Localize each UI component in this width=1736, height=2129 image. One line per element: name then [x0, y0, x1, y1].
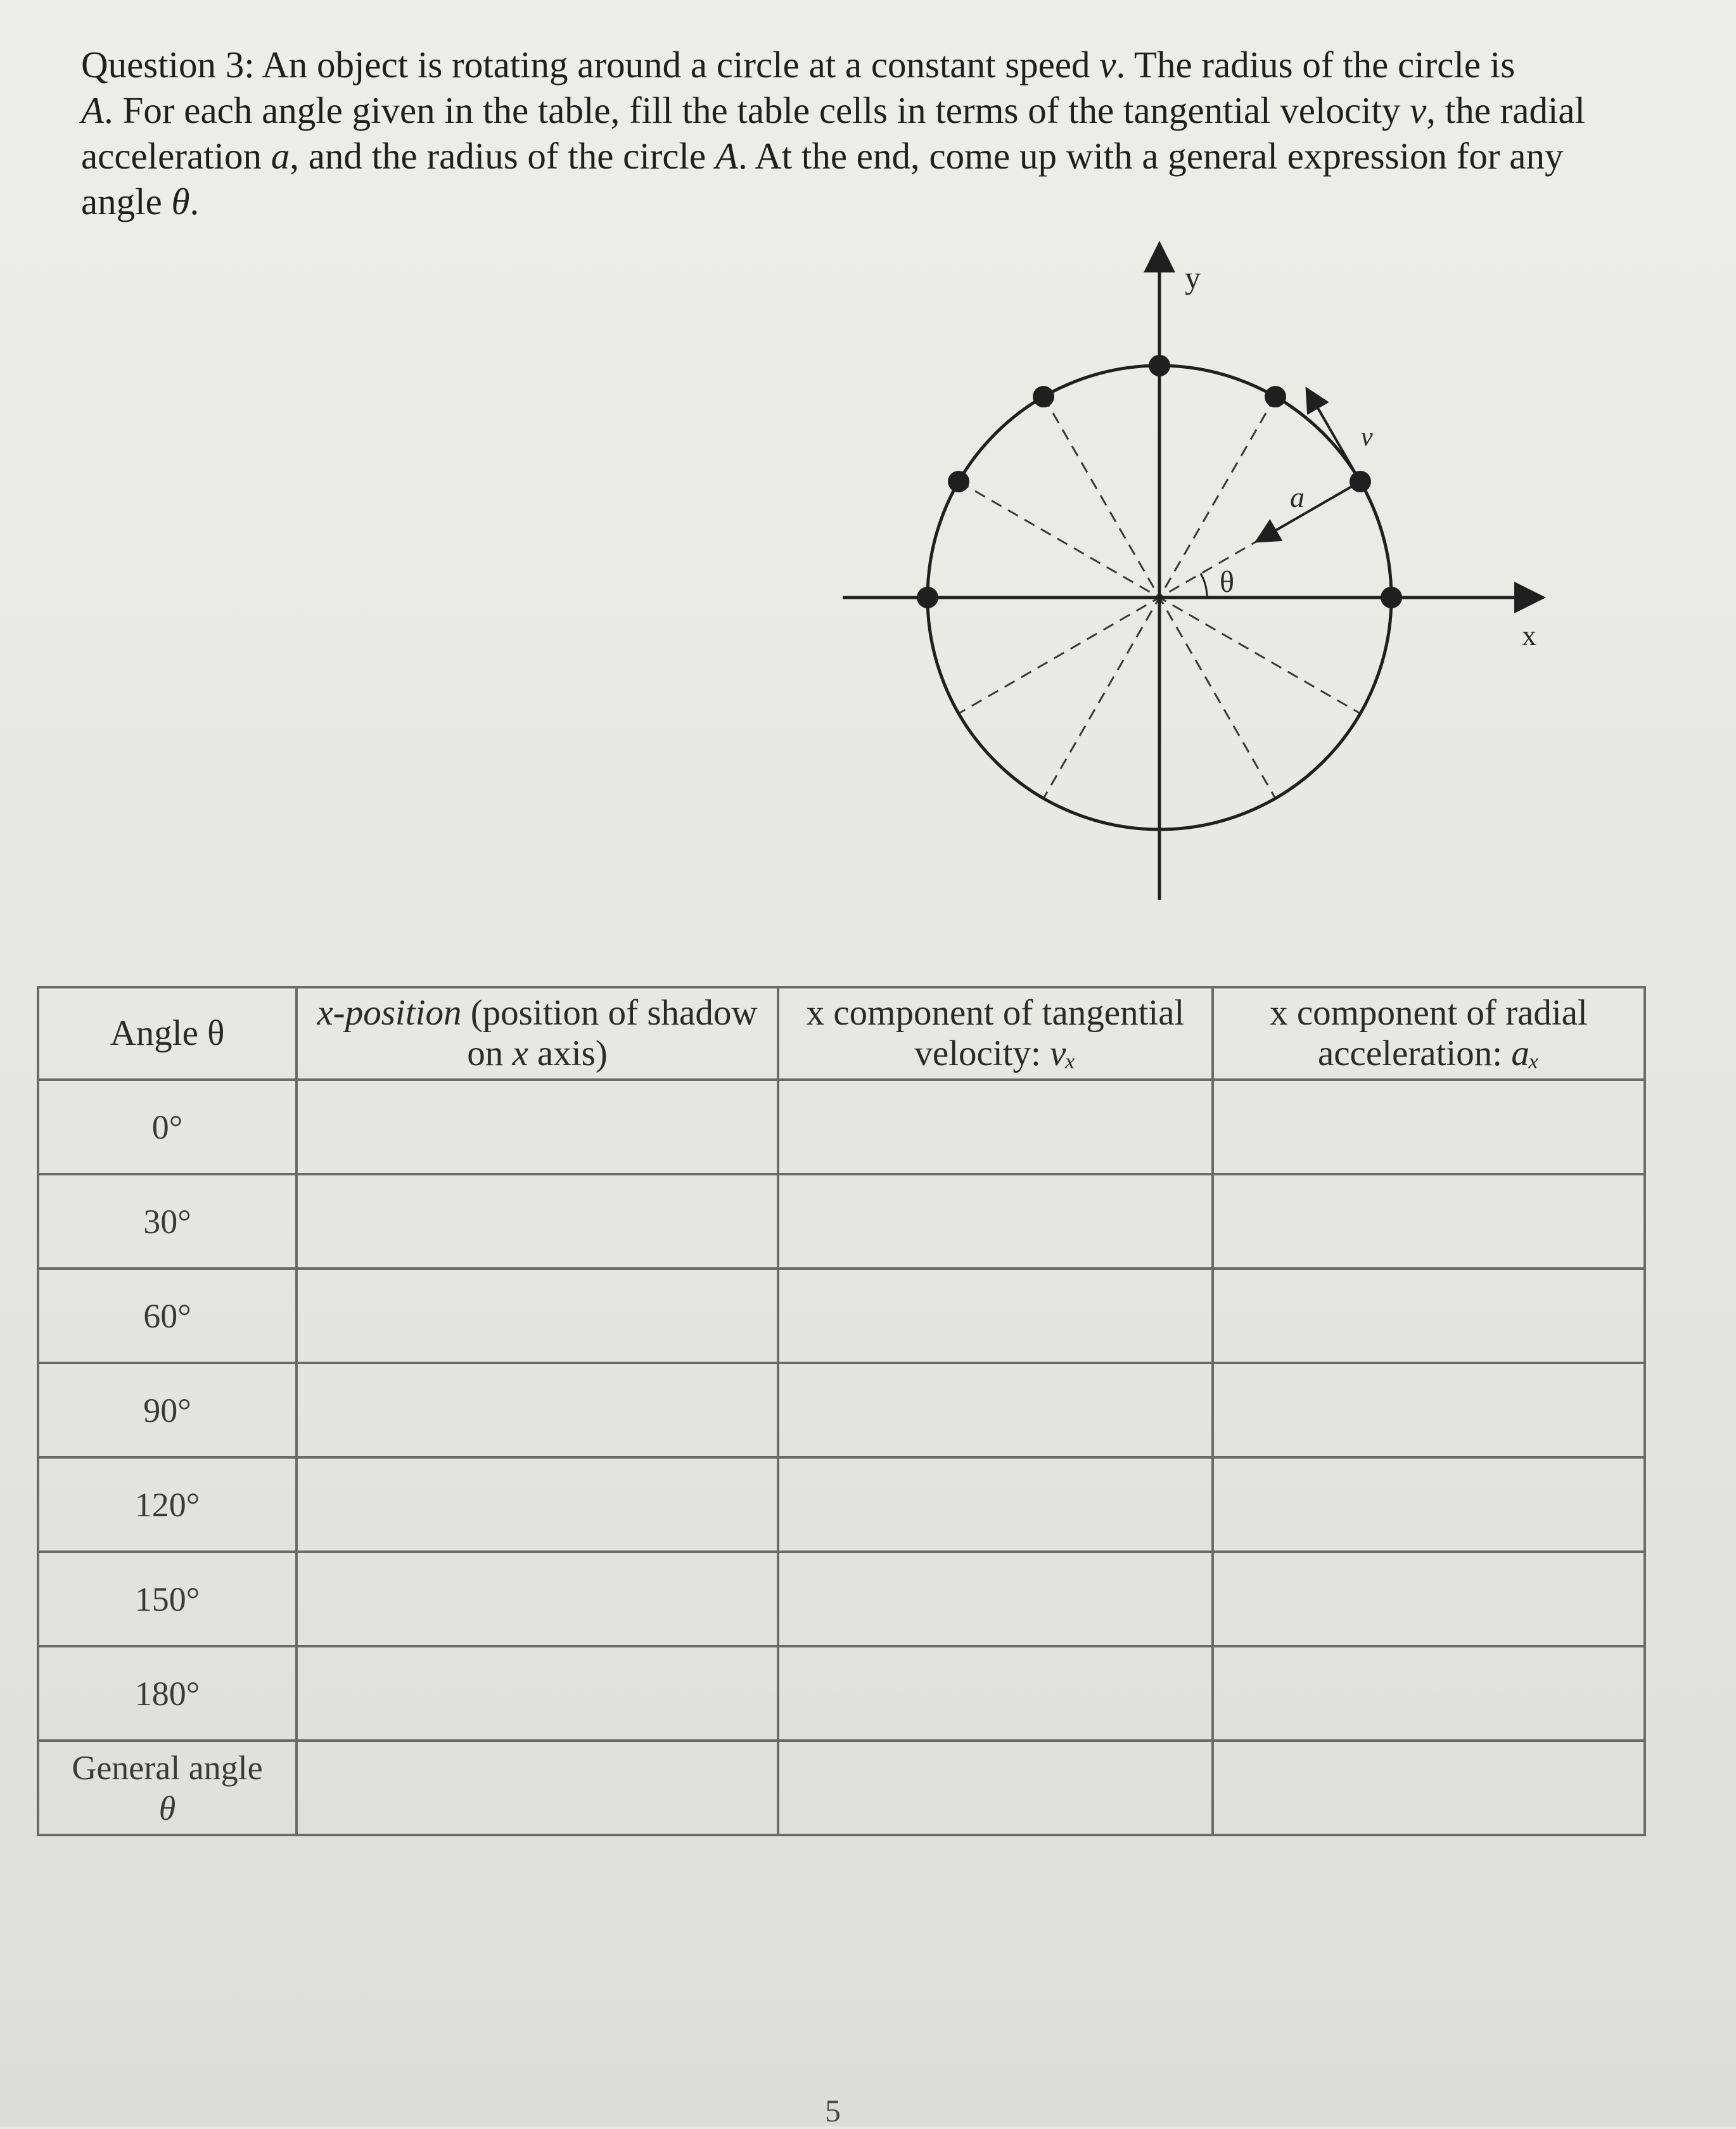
- acceleration-x-cell[interactable]: [1213, 1363, 1645, 1457]
- angle-cell: 90°: [38, 1363, 297, 1457]
- acceleration-x-cell[interactable]: [1213, 1269, 1645, 1363]
- general-angle-cell: General angle θ: [38, 1741, 297, 1835]
- angle-point-180: [917, 587, 938, 608]
- x-position-cell[interactable]: [297, 1363, 778, 1457]
- angle-cell: 180°: [38, 1646, 297, 1741]
- angle-arc: [1201, 573, 1207, 598]
- velocity-x-cell[interactable]: [778, 1552, 1213, 1646]
- acceleration-x-cell[interactable]: [1213, 1646, 1645, 1741]
- x-position-cell[interactable]: [297, 1552, 778, 1646]
- header-velocity-x: x component of tangential velocity: vₓ: [778, 987, 1213, 1080]
- acceleration-x-cell[interactable]: [1213, 1457, 1645, 1552]
- table-row: [38, 1646, 1645, 1741]
- header-x-position: x-position (position of shadow on x axis): [297, 987, 778, 1080]
- x-position-cell[interactable]: [297, 1741, 778, 1835]
- angle-cell: 60°: [38, 1269, 297, 1363]
- table-row-general: [38, 1741, 1645, 1835]
- answer-table: [37, 986, 1646, 1836]
- angle-cell: 0°: [38, 1080, 297, 1174]
- angle-point-30: [1350, 471, 1371, 492]
- angle-point-90: [1149, 355, 1170, 376]
- acceleration-x-cell[interactable]: [1213, 1080, 1645, 1174]
- theta-label: θ: [1220, 565, 1234, 599]
- velocity-x-cell[interactable]: [778, 1269, 1213, 1363]
- acceleration-x-cell[interactable]: [1213, 1174, 1645, 1269]
- circle-diagram: [824, 234, 1584, 906]
- question-text: Question 3: An object is rotating around a circle at a constant speed v. The radius of the circle is A. For each angle given in the table, fill the table cells in terms of the tangential velocity v, the radial acceleration a, and the radius of the circle A. At the end, come up with a general expression for any angle θ.: [81, 44, 1585, 222]
- angle-cell: 150°: [38, 1552, 297, 1646]
- x-position-cell[interactable]: [297, 1457, 778, 1552]
- angle-point-150: [948, 471, 969, 492]
- acceleration-x-cell[interactable]: [1213, 1741, 1645, 1835]
- question-label: Question 3:: [81, 44, 255, 86]
- table-row: [38, 1269, 1645, 1363]
- velocity-x-cell[interactable]: [778, 1646, 1213, 1741]
- velocity-x-cell[interactable]: [778, 1080, 1213, 1174]
- x-axis-label: x: [1522, 619, 1536, 651]
- table-row: [38, 1080, 1645, 1174]
- angle-cell: 30°: [38, 1174, 297, 1269]
- page-number: 5: [825, 2093, 841, 2128]
- header-acceleration-x: x component of radial acceleration: aₓ: [1213, 987, 1645, 1080]
- table-row: [38, 1457, 1645, 1552]
- x-position-cell[interactable]: [297, 1080, 778, 1174]
- acceleration-x-cell[interactable]: [1213, 1552, 1645, 1646]
- table-row: [38, 1552, 1645, 1646]
- y-axis-label: y: [1185, 260, 1201, 295]
- table-header-row: [38, 987, 1645, 1080]
- velocity-x-cell[interactable]: [778, 1741, 1213, 1835]
- angle-point-60: [1265, 386, 1286, 407]
- velocity-label: v: [1361, 423, 1373, 452]
- x-position-cell[interactable]: [297, 1269, 778, 1363]
- x-position-cell[interactable]: [297, 1646, 778, 1741]
- header-angle: Angle θ: [38, 987, 297, 1080]
- angle-point-120: [1033, 386, 1054, 407]
- angle-point-0: [1381, 587, 1402, 608]
- x-position-cell[interactable]: [297, 1174, 778, 1269]
- velocity-x-cell[interactable]: [778, 1174, 1213, 1269]
- table-row: [38, 1363, 1645, 1457]
- acceleration-arrow: [1259, 482, 1360, 540]
- velocity-x-cell[interactable]: [778, 1363, 1213, 1457]
- acceleration-label: a: [1290, 481, 1305, 513]
- velocity-arrow: [1308, 391, 1360, 482]
- table-row: [38, 1174, 1645, 1269]
- angle-cell: 120°: [38, 1457, 297, 1552]
- velocity-x-cell[interactable]: [778, 1457, 1213, 1552]
